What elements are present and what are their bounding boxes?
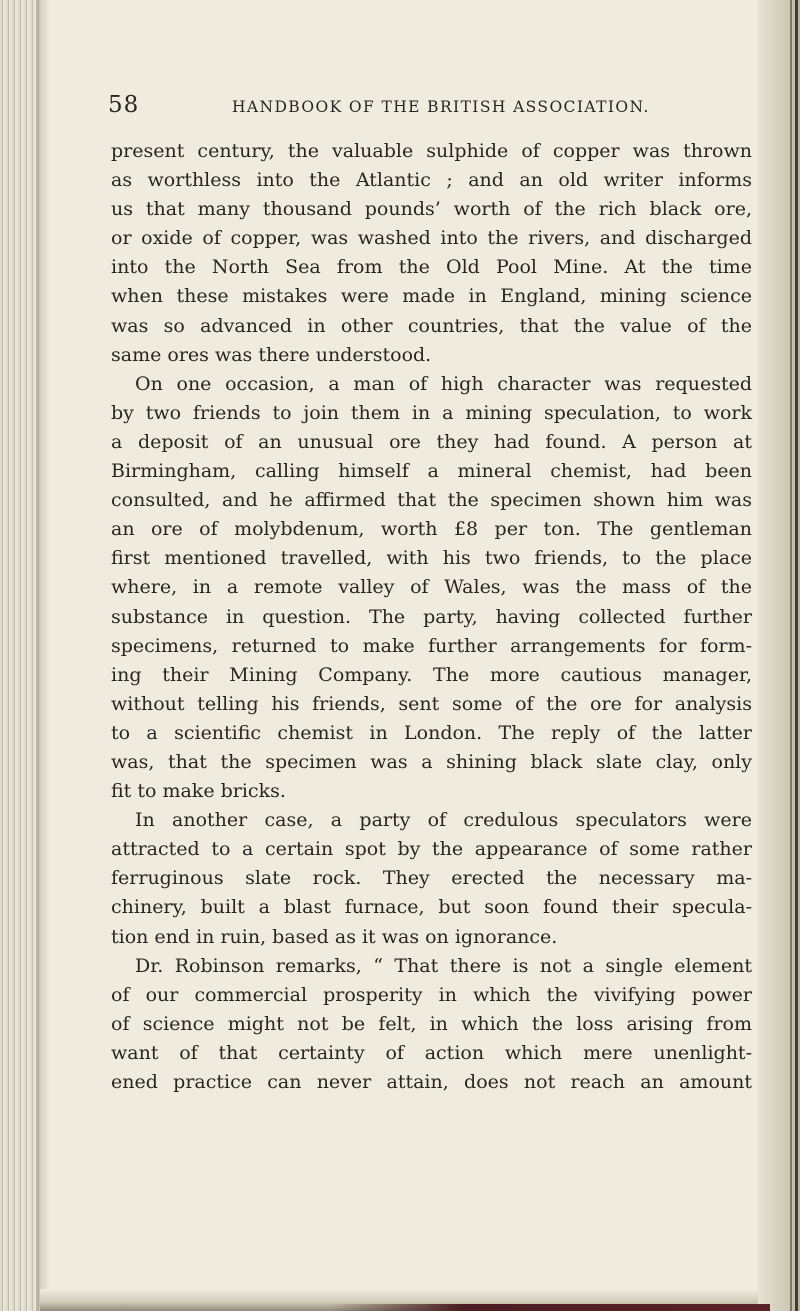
text-line: ing their Mining Company. The more cautious manager, [111, 663, 752, 686]
text-line: chinery, built a blast furnace, but soon found their specula- [111, 896, 752, 919]
text-line: was so advanced in other countries, that the value of the [111, 314, 752, 337]
text-line: without telling his friends, sent some of the ore for analysis [111, 692, 752, 715]
text-line: Dr. Robinson remarks, “ That there is not a single element [135, 954, 752, 977]
text-line: where, in a remote valley of Wales, was the mass of the [111, 576, 752, 599]
text-line: attracted to a certain spot by the appearance of some rather [111, 838, 752, 861]
page-edge-line [790, 0, 792, 1311]
text-line: In another case, a party of credulous speculators were [135, 809, 752, 832]
gutter-shadow [36, 0, 50, 1311]
text-line: a deposit of an unusual ore they had found. A person at [111, 430, 752, 453]
text-line: us that many thousand pounds’ worth of the rich black ore, [111, 198, 752, 221]
text-line: ened practice can never attain, does not reach an amount [111, 1071, 752, 1093]
text-line: to a scientific chemist in London. The reply of the latter [111, 721, 752, 744]
text-line: substance in question. The party, having collected further [111, 605, 752, 628]
page-header [108, 92, 748, 122]
page-edge-right [758, 0, 800, 1311]
text-line: an ore of molybdenum, worth £8 per ton. The gentleman [111, 518, 752, 541]
text-line: On one occasion, a man of high character was requested [135, 372, 752, 395]
cover-edge-bottom [330, 1304, 770, 1311]
book-binding-edge [0, 0, 40, 1311]
text-line: of our commercial prosperity in which the vivifying power [111, 983, 752, 1006]
text-line: as worthless into the Atlantic ; and an old writer informs [111, 169, 752, 192]
text-line: into the North Sea from the Old Pool Mine. At the time [111, 256, 752, 279]
text-line: first mentioned travelled, with his two friends, to the place [111, 547, 752, 570]
text-line: Birmingham, calling himself a mineral chemist, had been [111, 460, 752, 483]
text-line: when these mistakes were made in England, mining science [111, 285, 752, 308]
text-line: present century, the valuable sulphide of copper was thrown [111, 140, 752, 162]
text-line: by two friends to join them in a mining speculation, to work [111, 401, 752, 424]
text-line: specimens, returned to make further arrangements for form- [111, 634, 752, 657]
text-line: ferruginous slate rock. They erected the necessary ma- [111, 867, 752, 890]
text-line: tion end in ruin, based as it was on ignorance. [111, 925, 558, 948]
text-line: of science might not be felt, in which the loss arising from [111, 1012, 752, 1035]
text-line: same ores was there understood. [111, 343, 432, 366]
body-text [111, 137, 752, 1097]
running-title: HANDBOOK OF THE BRITISH ASSOCIATION. [232, 98, 650, 116]
text-line: want of that certainty of action which mere unenlight- [111, 1041, 752, 1064]
page-edge-line-dark [795, 0, 798, 1311]
text-line: was, that the specimen was a shining black slate clay, only [111, 750, 752, 773]
text-line: consulted, and he affirmed that the specimen shown him was [111, 489, 752, 512]
page-number: 58 [108, 92, 140, 118]
text-line: or oxide of copper, was washed into the rivers, and discharged [111, 227, 752, 250]
text-line: fit to make bricks. [111, 780, 286, 803]
